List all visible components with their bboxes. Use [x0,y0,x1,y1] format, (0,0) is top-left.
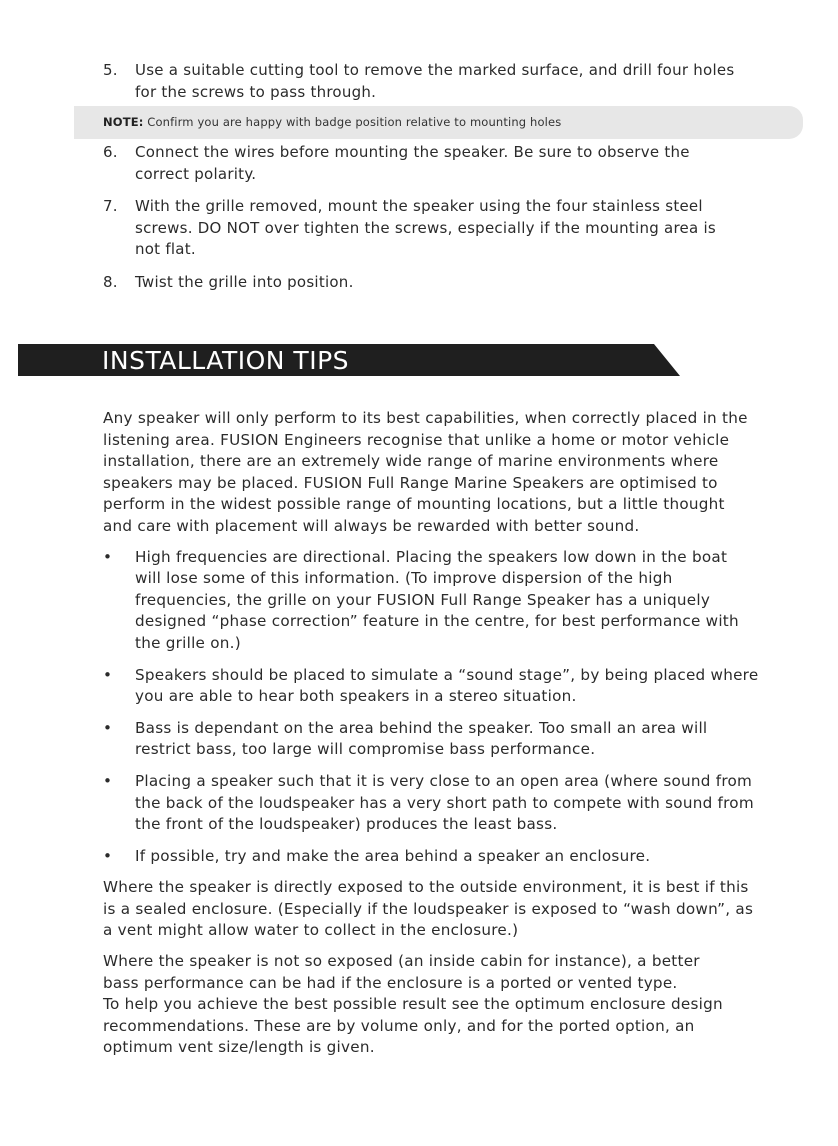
bullet-line: will lose some of this information. (To improve dispersion of the high [135,569,673,588]
step-line: Use a suitable cutting tool to remove the marked surface, and drill four holes [135,61,735,79]
step-number: 8. [103,272,118,291]
bullet-line: you are able to hear both speakers in a stereo situation. [135,687,577,706]
step-number: 6. [103,143,118,161]
intro-paragraph [103,408,793,538]
steps-list-bottom [103,142,793,304]
note-callout [74,106,803,139]
bullet-text [135,665,793,708]
bullet-line: Speakers should be placed to simulate a “sound stage”, by being placed where [135,665,759,684]
tips-content [103,408,793,1068]
bullet-text [135,846,793,868]
paragraph-line: perform in the widest possible range of mounting locations, but a little thought [103,495,725,514]
step-text [135,60,793,103]
bullet-line: designed “phase correction” feature in the centre, for best performance with [135,612,739,631]
bullet-item [103,665,793,708]
paragraph-line: optimum vent size/length is given. [103,1038,375,1057]
paragraph-line: recommendations. These are by volume only, and for the ported option, an [103,1016,695,1035]
bullet-item [103,846,793,868]
bullet-item [103,718,793,761]
paragraph-line: installation, there are an extremely wide range of marine environments where [103,452,719,471]
bullet-line: Bass is dependant on the area behind the speaker. Too small an area will [135,718,708,737]
paragraph-line: speakers may be placed. FUSION Full Range Marine Speakers are optimised to [103,473,718,492]
closing-paragraph [103,951,793,1059]
step-text [135,196,793,261]
closing-paragraph [103,877,793,942]
step-item [103,142,793,185]
bullet-line: restrict bass, too large will compromise bass performance. [135,740,596,759]
paragraph-line: is a sealed enclosure. (Especially if the loudspeaker is exposed to “wash down”, as [103,899,754,918]
paragraph-line: Where the speaker is directly exposed to the outside environment, it is best if this [103,878,749,897]
step-number: 7. [103,197,118,215]
paragraph-line: a vent might allow water to collect in the enclosure.) [103,921,519,940]
bullet-text [135,718,793,761]
paragraph-line: and care with placement will always be rewarded with better sound. [103,516,640,535]
bullet-marker: • [103,665,113,684]
bullet-line: the back of the loudspeaker has a very short path to compete with sound from [135,793,754,812]
bullet-line: If possible, try and make the area behind a speaker an enclosure. [135,846,651,865]
bullet-marker: • [103,846,113,865]
bullet-text [135,771,793,836]
step-line: With the grille removed, mount the speaker using the four stainless steel [135,197,703,215]
paragraph-line: listening area. FUSION Engineers recognise that unlike a home or motor vehicle [103,430,730,449]
note-text: Confirm you are happy with badge position relative to mounting holes [143,115,562,129]
bullet-item [103,771,793,836]
note-label: NOTE: [103,115,144,129]
step-item [103,60,793,103]
step-line: Connect the wires before mounting the speaker. Be sure to observe the [135,143,690,161]
bullet-item [103,547,793,655]
tips-bullet-list [103,547,793,868]
section-header-banner [18,344,680,376]
step-text [135,272,793,294]
step-line: Twist the grille into position. [135,272,354,291]
bullet-line: High frequencies are directional. Placing the speakers low down in the boat [135,547,728,566]
step-number: 5. [103,61,118,79]
bullet-line: frequencies, the grille on your FUSION Full Range Speaker has a uniquely [135,590,711,609]
bullet-line: the grille on.) [135,633,241,652]
paragraph-line: Where the speaker is not so exposed (an inside cabin for instance), a better [103,952,700,971]
step-line: screws. DO NOT over tighten the screws, especially if the mounting area is [135,218,716,237]
paragraph-line: Any speaker will only perform to its best capabilities, when correctly placed in the [103,409,748,427]
bullet-text [135,547,793,655]
bullet-marker: • [103,771,113,790]
section-title: INSTALLATION TIPS [102,346,350,375]
bullet-line: Placing a speaker such that it is very close to an open area (where sound from [135,771,753,790]
step-item [103,196,793,261]
bullet-marker: • [103,718,113,737]
step-line: for the screws to pass through. [135,82,377,101]
step-line: not flat. [135,240,196,258]
paragraph-line: bass performance can be had if the enclosure is a ported or vented type. [103,973,678,992]
step-text [135,142,793,185]
step-line: correct polarity. [135,164,257,183]
paragraph-line: To help you achieve the best possible result see the optimum enclosure design [103,995,723,1014]
step-item [103,272,793,294]
bullet-line: the front of the loudspeaker) produces the least bass. [135,815,558,834]
bullet-marker: • [103,547,113,566]
